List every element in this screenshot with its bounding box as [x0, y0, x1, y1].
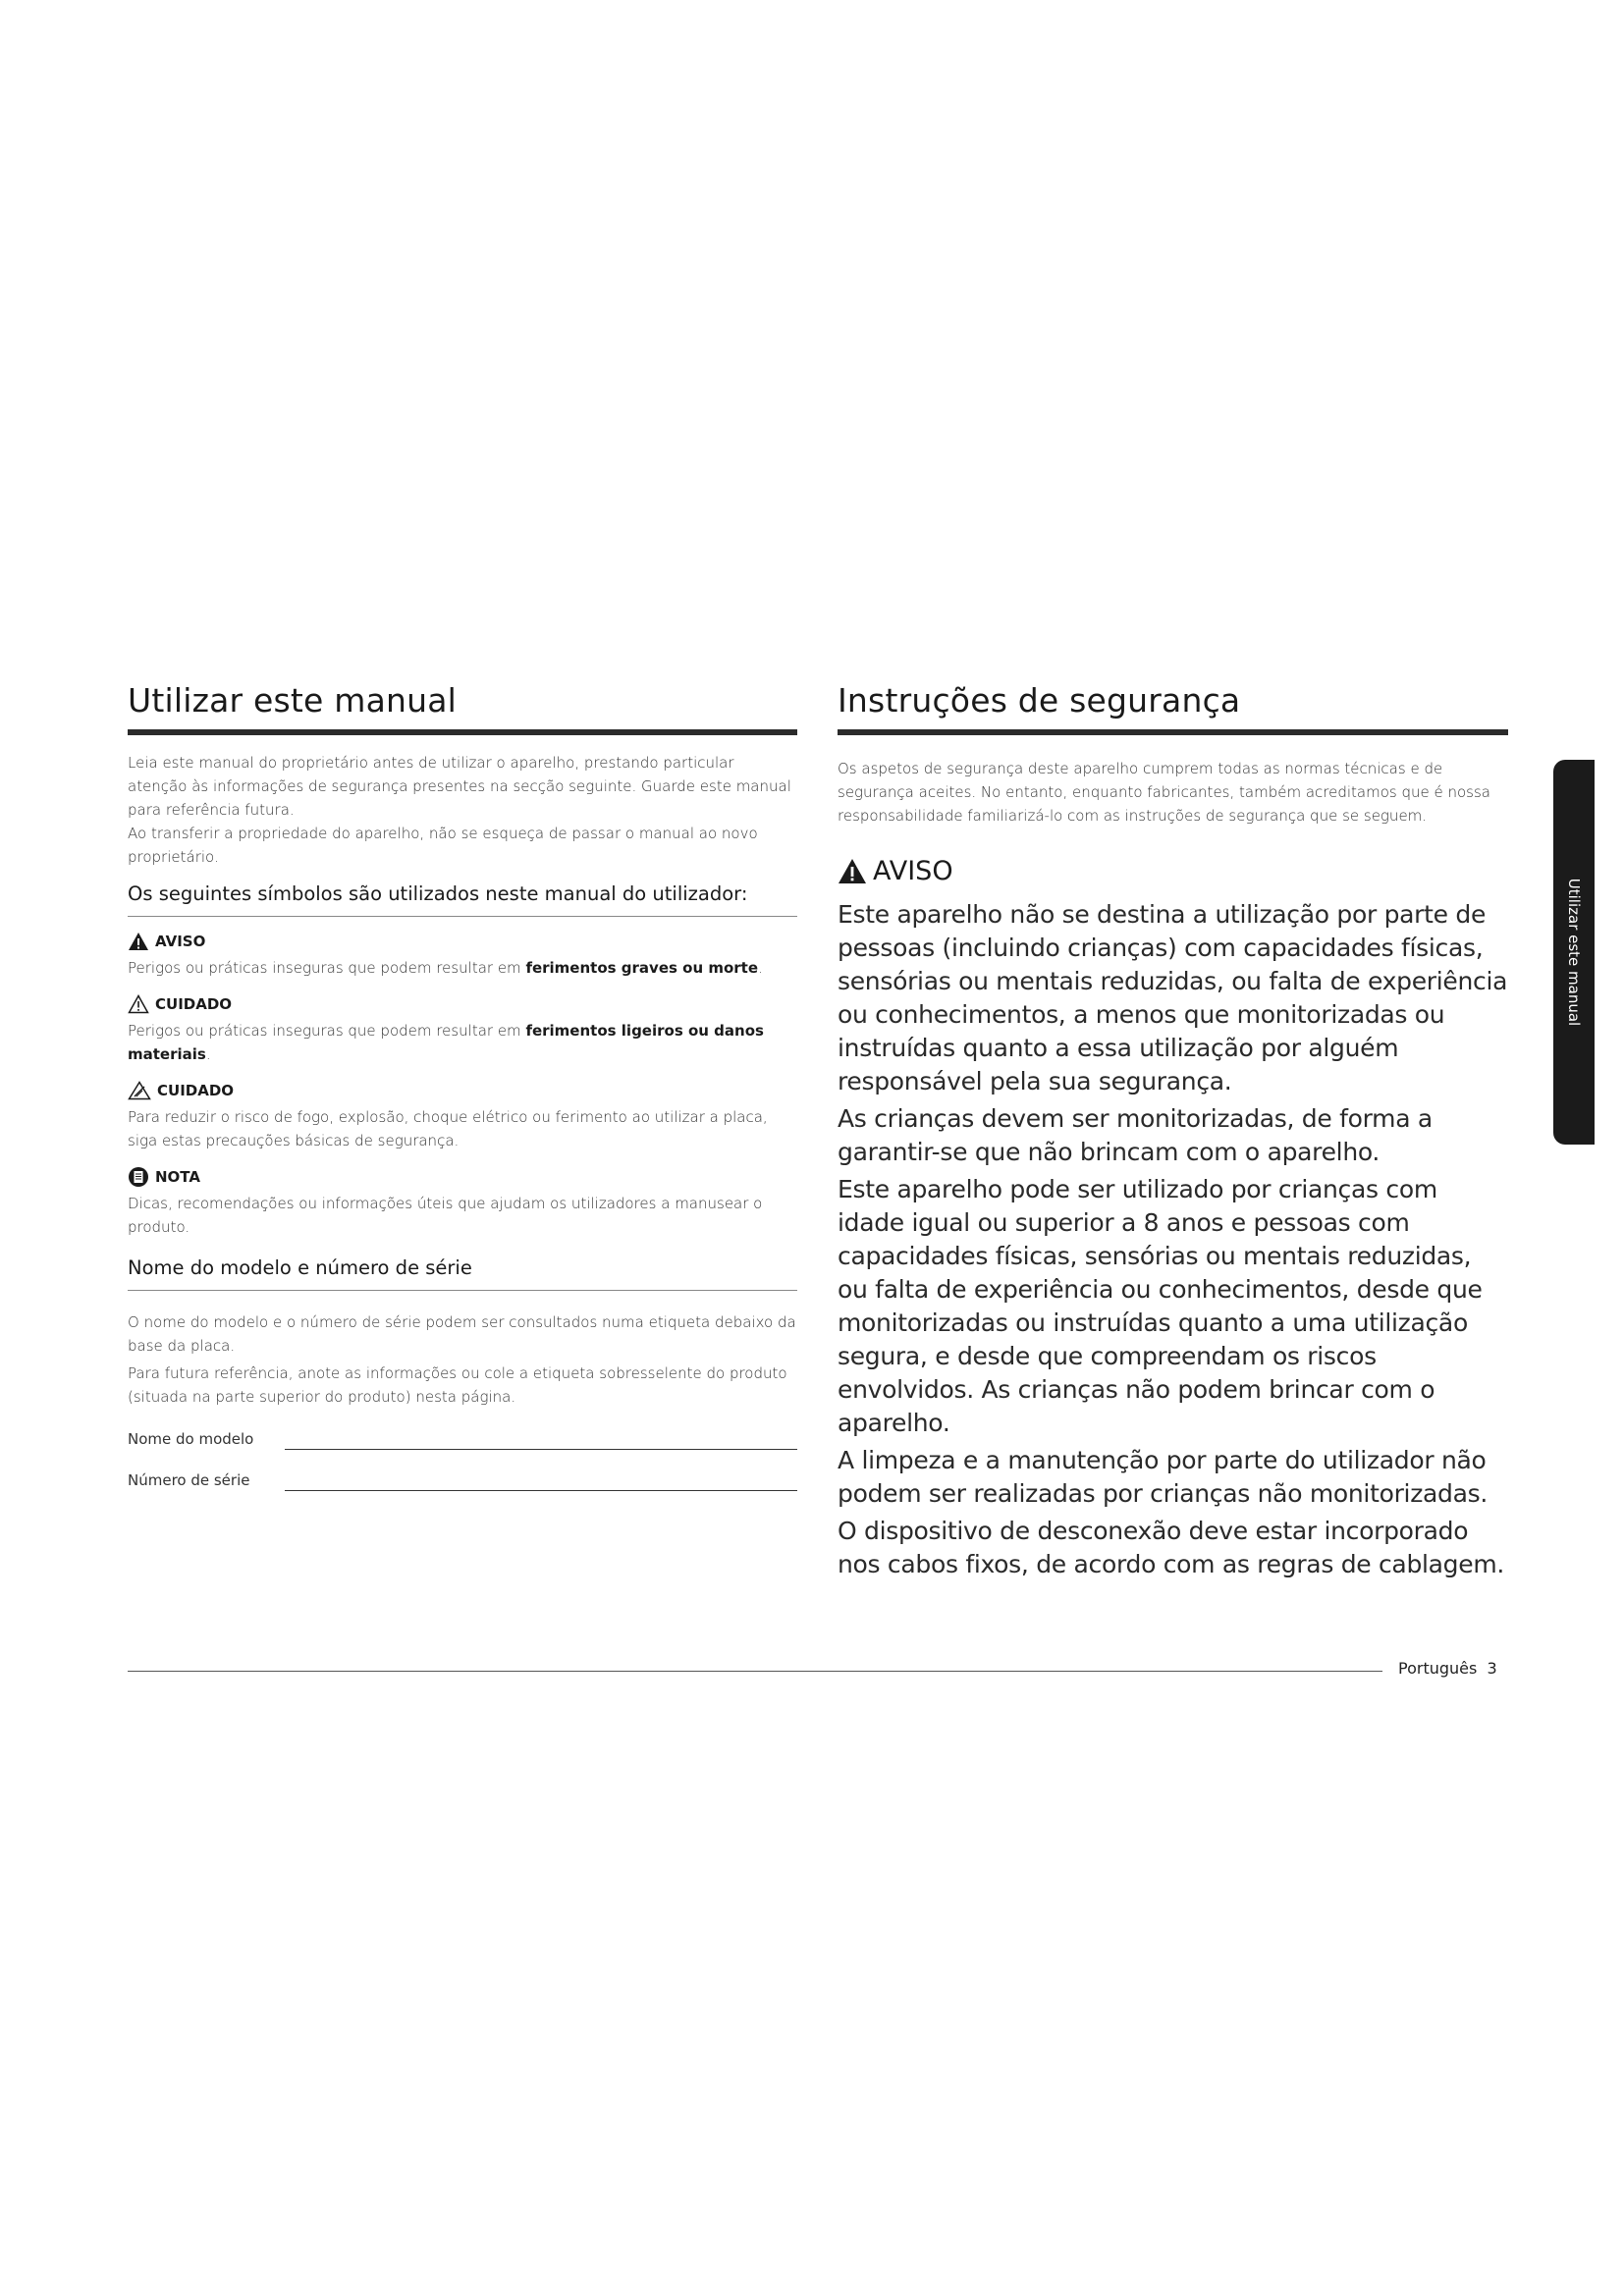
caution-spark-icon: [128, 1081, 151, 1100]
side-chapter-tab[interactable]: [1553, 760, 1595, 1145]
symbol-cuidado-precautions: [128, 1080, 797, 1152]
page-number: 3: [1487, 1659, 1497, 1678]
side-tab-label: Utilizar este manual: [1565, 878, 1583, 1027]
symbol-description: Dicas, recomendações ou informações úteis que ajudam os utilizadores a manusear o produto.: [128, 1195, 763, 1236]
intro-paragraph-2: Ao transferir a propriedade do aparelho, não se esqueça de passar o manual ao novo proprietário.: [128, 825, 758, 866]
symbol-label: NOTA: [155, 1168, 200, 1186]
aviso-label: AVISO: [873, 855, 953, 886]
footer-rule: [128, 1671, 1382, 1672]
model-name-field: [128, 1428, 797, 1450]
caution-triangle-outline-icon: [128, 994, 149, 1014]
warning-paragraph: Este aparelho pode ser utilizado por crianças com idade igual ou superior a 8 anos e pessoas com capacidades físicas, sensórias ou mentais reduzidas, ou falta de experiência ou conhecimentos, desde que monitorizadas ou instruídas quanto a uma utilização segura, e desde que compreendam os riscos envolvidos. As crianças não podem brincar com o aparelho.: [838, 1175, 1483, 1437]
aviso-heading: [838, 853, 1508, 888]
field-label: Nome do modelo: [128, 1430, 254, 1448]
symbol-nota: [128, 1166, 797, 1239]
left-column: [128, 675, 797, 1491]
page-footer: [1398, 1659, 1497, 1678]
warnings-list: [838, 898, 1508, 1581]
divider: [128, 916, 797, 917]
model-name-line[interactable]: [285, 1431, 797, 1450]
safety-intro: Os aspetos de segurança deste aparelho cumprem todas as normas técnicas e de segurança aceites. No entanto, enquanto fabricantes, também acreditamos que é nossa responsabilidade familiarizá-lo com as instruções de segurança que se seguem.: [838, 760, 1491, 825]
symbols-heading: Os seguintes símbolos são utilizados neste manual do utilizador:: [128, 882, 748, 905]
model-paragraph-2: Para futura referência, anote as informações ou cole a etiqueta sobresselente do produto (situada na parte superior do produto) nesta página.: [128, 1364, 787, 1406]
field-label: Número de série: [128, 1471, 250, 1489]
section-title-safety: Instruções de segurança: [838, 681, 1241, 720]
warning-triangle-icon: [838, 858, 867, 884]
divider: [128, 1290, 797, 1291]
symbol-description: Para reduzir o risco de fogo, explosão, choque elétrico ou ferimento ao utilizar a placa, siga estas precauções básicas de segurança.: [128, 1108, 768, 1149]
right-column: [838, 675, 1508, 1581]
warning-paragraph: O dispositivo de desconexão deve estar incorporado nos cabos fixos, de acordo com as regras de cablagem.: [838, 1517, 1505, 1578]
symbol-description: Perigos ou práticas inseguras que podem resultar em ferimentos ligeiros ou danos materiais.: [128, 1022, 764, 1063]
title-rule: [128, 729, 797, 735]
warning-paragraph: Este aparelho não se destina a utilização por parte de pessoas (incluindo crianças) com capacidades físicas, sensórias ou mentais reduzidas, ou falta de experiência ou conhecimentos, a menos que monitorizadas ou instruídas quanto a essa utilização por alguém responsável pela sua segurança.: [838, 900, 1508, 1095]
symbol-description: Perigos ou práticas inseguras que podem resultar em ferimentos graves ou morte.: [128, 959, 763, 977]
intro-paragraph: Leia este manual do proprietário antes de utilizar o aparelho, prestando particular atenção às informações de segurança presentes na secção seguinte. Guarde este manual para referência futura.: [128, 754, 791, 819]
symbol-label: CUIDADO: [155, 995, 233, 1013]
warning-paragraph: A limpeza e a manutenção por parte do utilizador não podem ser realizadas por crianças não monitorizadas.: [838, 1446, 1489, 1508]
symbol-cuidado: [128, 993, 797, 1066]
serial-number-field: [128, 1469, 797, 1491]
note-icon: [128, 1166, 149, 1188]
symbol-label: AVISO: [155, 933, 206, 950]
model-paragraph: O nome do modelo e o número de série podem ser consultados numa etiqueta debaixo da base da placa.: [128, 1313, 796, 1355]
serial-number-line[interactable]: [285, 1472, 797, 1491]
symbol-label: CUIDADO: [157, 1082, 235, 1099]
warning-paragraph: As crianças devem ser monitorizadas, de forma a garantir-se que não brincam com o aparelho.: [838, 1104, 1433, 1166]
title-rule: [838, 729, 1508, 735]
section-title-manual: Utilizar este manual: [128, 681, 458, 720]
footer-language: Português: [1398, 1659, 1478, 1678]
warning-triangle-icon: [128, 932, 149, 951]
model-heading: Nome do modelo e número de série: [128, 1256, 472, 1279]
symbol-aviso: [128, 931, 797, 980]
